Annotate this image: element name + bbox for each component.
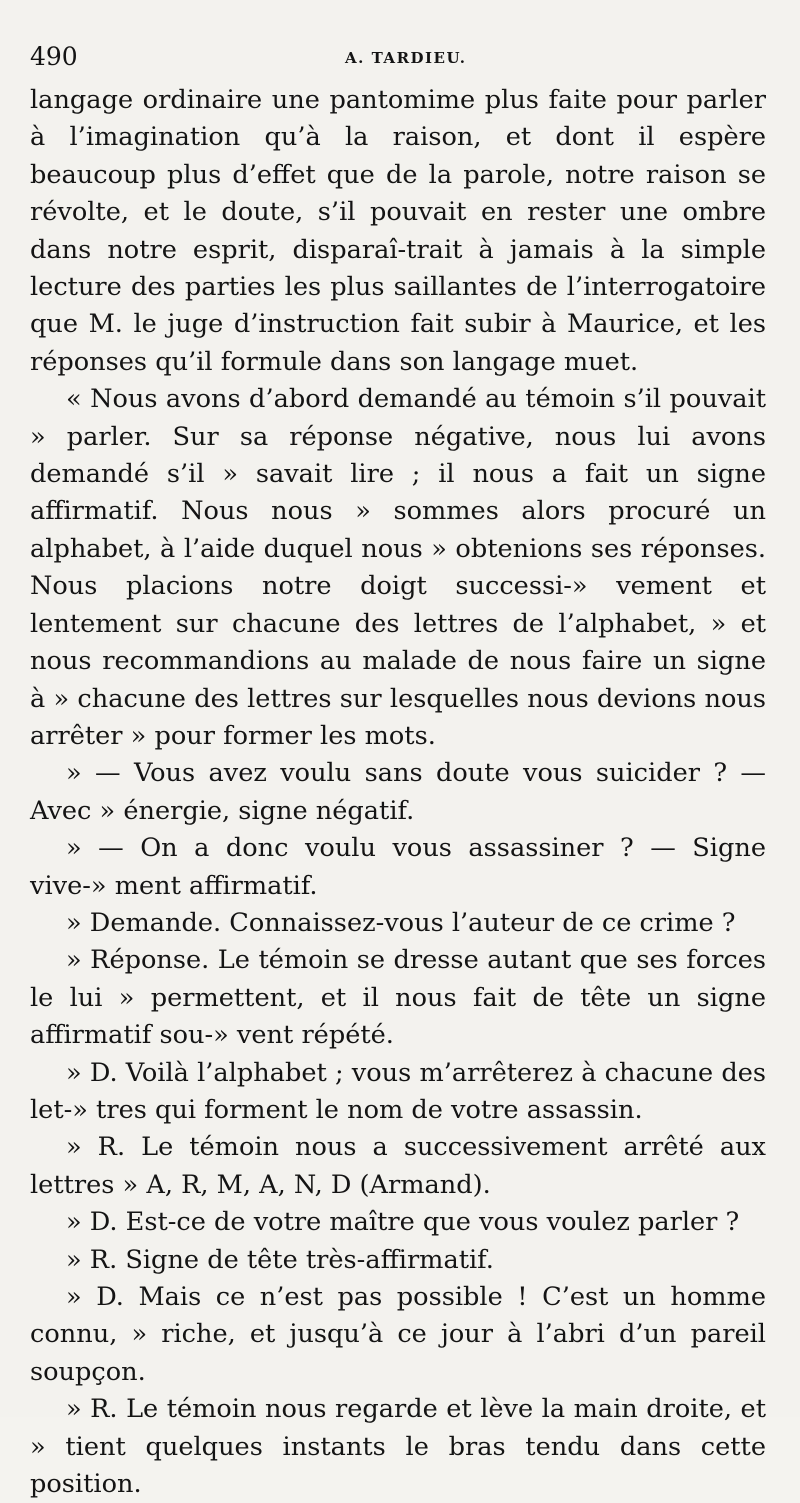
paragraph-raises-hand: » R. Le témoin nous regarde et lève la main droite, et » tient quelques instants le bras tendu dans cette position. xyxy=(30,1394,766,1500)
paragraph-alphabet-request: » D. Voilà l’alphabet ; vous m’arrêterez à chacune des let-» tres qui forment le nom de votre assassin. xyxy=(30,1057,766,1125)
page-header xyxy=(30,42,770,78)
paragraph-very-affirmative: » R. Signe de tête très-affirmatif. xyxy=(66,1244,494,1275)
page-body xyxy=(30,82,766,1503)
paragraph-suicide-question: » — Vous avez voulu sans doute vous suicider ? — Avec » énergie, signe négatif. xyxy=(30,758,766,826)
running-head: A. TARDIEU. xyxy=(345,49,467,67)
paragraph-reponse-affirmative: » Réponse. Le témoin se dresse autant que ses forces le lui » permettent, et il nous fait de tête un signe affirmatif sou-» vent répété. xyxy=(30,945,766,1051)
paragraph-not-possible: » D. Mais ce n’est pas possible ! C’est un homme connu, » riche, et jusqu’à ce jour à l’abri d’un pareil soupçon. xyxy=(30,1282,766,1387)
paragraph-demande-author: » Demande. Connaissez-vous l’auteur de ce crime ? xyxy=(66,907,736,938)
paragraph-armand-letters: » R. Le témoin nous a successivement arrêté aux lettres » A, R, M, A, N, D (Armand). xyxy=(30,1132,766,1200)
paragraph-quote-alphabet: « Nous avons d’abord demandé au témoin s’il pouvait » parler. Sur sa réponse négative, nous lui avons demandé s’il » savait lire ; il nous a fait un signe affirmatif. Nous nous » sommes alors procuré un alphabet, à l’aide duquel nous » obtenions ses réponses. Nous placions notre doigt successi-» vement et lentement sur chacune des lettres de l’alphabet, » et nous recommandions au malade de nous faire un signe à » chacune des lettres sur lesquelles nous devions nous arrêter » pour former les mots. xyxy=(30,384,766,751)
page-number: 490 xyxy=(30,42,78,71)
paragraph-assassin-question: » — On a donc voulu vous assassiner ? — Signe vive-» ment affirmatif. xyxy=(30,833,766,901)
paragraph-intro: langage ordinaire une pantomime plus faite pour parler à l’imagination qu’à la raison, et dont il espère beaucoup plus d’effet que de la parole, notre raison se révolte, et le doute, s’il pouvait en rester une ombre dans notre esprit, disparaî-trait à jamais à la simple lecture des parties les plus saillantes de l’interrogatoire que M. le juge d’instruction fait subir à Maurice, et les réponses qu’il formule dans son langage muet. xyxy=(30,85,766,377)
paragraph-master-question: » D. Est-ce de votre maître que vous voulez parler ? xyxy=(66,1207,740,1238)
